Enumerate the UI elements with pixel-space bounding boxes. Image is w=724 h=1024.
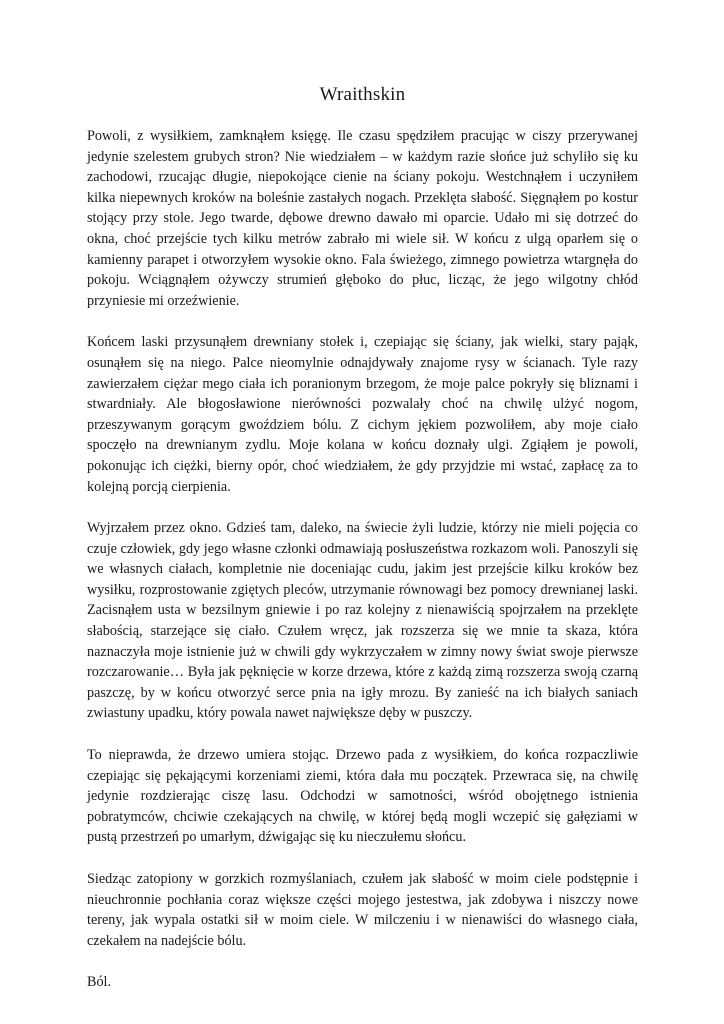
paragraph-2: Końcem laski przysunąłem drewniany stołek i, czepiając się ściany, jak wielki, stary pająk, osunąłem się na niego. Palce nieomylnie odnajdywały znajome rysy w ścianach. Tyle razy zawierzałem ciężar mego ciała ich poranionym brzegom, że moje palce pokryły się bliznami i stwardniały. Ale błogosławione nierówności pozwalały choć na chwilę ulżyć nogom, przeszywanym gorącym gwoździem bólu. Z cichym jękiem pozwoliłem, aby moje ciało spoczęło na drewnianym zydlu. Moje kolana w końcu doznały ulgi. Zgiąłem je powoli, pokonując ich ciężki, bierny opór, choć wiedziałem, że gdy przyjdzie mi wstać, zapłacę za to kolejną porcją cierpienia. [87, 334, 638, 495]
paragraph-1: Powoli, z wysiłkiem, zamknąłem księgę. Ile czasu spędziłem pracując w ciszy przerywanej jedynie szelestem grubych stron? Nie wiedziałem – w każdym razie słońce już schyliło się ku zachodowi, rzucając długie, niepokojące cienie na ściany pokoju. Westchnąłem i uczyniłem kilka niepewnych kroków na boleśnie zastałych nogach. Przeklęta słabość. Sięgnąłem po kostur stojący przy stole. Jego twarde, dębowe drewno dawało mi oparcie. Udało mi się dotrzeć do okna, choć przejście tych kilku metrów zabrało mi wiele sił. W końcu z ulgą oparłem się o kamienny parapet i otworzyłem wysokie okno. Fala świeżego, zimnego powietrza wtargnęła do pokoju. Wciągnąłem ożywczy strumień głęboko do płuc, licząc, że jego wilgotny chłód przyniesie mi orzeźwienie. [87, 128, 638, 309]
document-title: Wraithskin [319, 84, 406, 105]
document-page [87, 84, 638, 993]
paragraph-3: Wyjrzałem przez okno. Gdzieś tam, daleko, na świecie żyli ludzie, którzy nie mieli pojęcia co czuje człowiek, gdy jego własne członki odmawiają posłuszeństwa rozkazom woli. Panoszyli się we własnych ciałach, kompletnie nie doceniając cudu, jakim jest przejście kilku kroków bez wysiłku, rozprostowanie zgiętych pleców, utrzymanie równowagi bez pomocy drewnianej laski. Zacisnąłem usta w bezsilnym gniewie i po raz kolejny z nienawiścią spojrzałem na przeklęte słabością, starzejące się ciało. Czułem wręcz, jak rozszerza się we mnie ta skaza, która naznaczyła moje istnienie już w chwili gdy wykrzyczałem w zimny nowy świat swoje pierwsze rozczarowanie… Była jak pęknięcie w korze drzewa, które z każdą zimą rozszerza swoją czarną paszczę, by w końcu otworzyć serce pnia na igły mrozu. By zanieść na ich białych saniach zwiastuny upadku, który powala nawet największe dęby w puszczy. [87, 520, 638, 722]
paragraph-5: Siedząc zatopiony w gorzkich rozmyślaniach, czułem jak słabość w moim ciele podstępnie i nieuchronnie pochłania coraz większe części mojego jestestwa, jak zdobywa i niszczy nowe tereny, jak wypala ostatki sił w moim ciele. W milczeniu i w nienawiści do własnego ciała, czekałem na nadejście bólu. [87, 871, 638, 949]
paragraph-4: To nieprawda, że drzewo umiera stojąc. Drzewo pada z wysiłkiem, do końca rozpaczliwie czepiając się pękającymi korzeniami ziemi, która dała mu początek. Przewraca się, na chwilę jedynie rozdzierając ciszę lasu. Odchodzi w samotności, wśród obojętnego istnienia pobratymców, chciwie czekających na chwilę, w której będą mogli wczepić się gałęziami w pustą przestrzeń po umarłym, dźwigając się ku nieczułemu słońcu. [87, 747, 638, 846]
paragraph-6: Ból. [87, 974, 112, 991]
